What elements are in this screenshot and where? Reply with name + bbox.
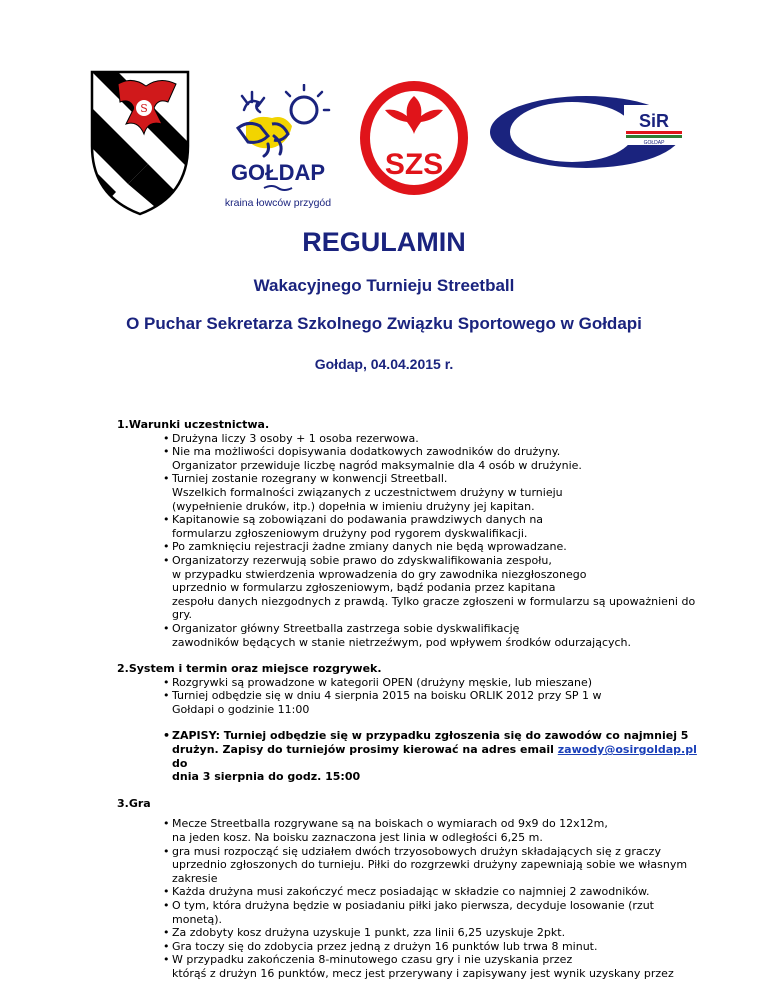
coat-of-arms-logo: [88, 68, 192, 218]
list-item: • Kapitanowie są zobowiązani do podawania prawdziwych danych na formularzu zgłoszeniowym drużyny pod rygorem dyskwalifikacji.: [163, 513, 697, 540]
note-text-after: do dnia 3 sierpnia do godz. 15:00: [172, 756, 361, 784]
spacer: [117, 649, 697, 662]
list-item: • Mecze Streetballa rozgrywane są na boiskach o wymiarach od 9x9 do 12x12m, na jeden kosz. Na boisku zaznaczona jest linia w odległości 6,25 m.: [163, 817, 697, 844]
document-title: REGULAMIN: [302, 227, 466, 257]
osir-logo: [486, 93, 686, 171]
szs-logo: [357, 78, 471, 198]
list-item: • Gra toczy się do zdobycia przez jedną z drużyn 16 punktów lub trwa 8 minut.: [163, 940, 697, 954]
sir-subtext: GOŁDAP: [643, 140, 665, 146]
list-item: • Rozgrywki są prowadzone w kategorii OPEN (drużyny męskie, lub mieszane): [163, 676, 697, 690]
list-item: • Za zdobyty kosz drużyna uzyskuje 1 punkt, zza linii 6,25 uzyskuje 2pkt.: [163, 926, 697, 940]
list-item: • Organizatorzy rezerwują sobie prawo do zdyskwalifikowania zespołu, w przypadku stwierdzenia wprowadzenia do gry zawodnika niezgłoszonego uprzednio w formularzu zgłoszeniowym, bądź podania przez kapitana zespołu danych niezgodnych z prawdą. Tylko gracze zgłoszeni w formularzu są upoważnieni do gry.: [163, 554, 697, 622]
list-item: • Turniej zostanie rozegrany w konwencji Streetball. Wszelkich formalności związanych z uczestnictwem drużyny w turnieju (wypełnienie druków, itp.) dopełnia w imieniu drużyny jej kapitan.: [163, 472, 697, 513]
list-item: • O tym, która drużyna będzie w posiadaniu piłki jako pierwsza, decyduje losowanie (rzut monetą).: [163, 899, 697, 926]
cup-title: O Puchar Sekretarza Szkolnego Związku Sportowego w Gołdapi: [126, 314, 642, 333]
spacer: [117, 716, 697, 729]
document-subtitle: Wakacyjnego Turnieju Streetball: [253, 276, 515, 295]
registration-note: [163, 729, 697, 783]
coat-of-arms-letter: S: [140, 102, 148, 115]
goldap-wordmark: GOŁDAP: [230, 160, 326, 185]
spacer: [117, 810, 697, 817]
list-item: • Po zamknięciu rejestracji żadne zmiany danych nie będą wprowadzane.: [163, 540, 697, 554]
email-link[interactable]: zawody@osirgoldap.pl: [557, 743, 697, 757]
list-item: • Nie ma możliwości dopisywania dodatkowych zawodników do drużyny. Organizator przewiduje liczbę nagród maksymalnie dla 4 osób w drużynie.: [163, 445, 697, 472]
list-item: • W przypadku zakończenia 8-minutowego czasu gry i nie uzyskania przez którąś z drużyn 16 punktów, mecz jest przerywany i zapisywany jest wynik uzyskany przez: [163, 953, 697, 980]
section-3-heading: 3.Gra: [117, 796, 151, 810]
section-3-list: [117, 817, 697, 980]
list-item: • Turniej odbędzie się w dniu 4 sierpnia 2015 na boisku ORLIK 2012 przy SP 1 w Gołdapi o godzinie 11:00: [163, 689, 697, 716]
list-item: • Każda drużyna musi zakończyć mecz posiadając w składzie co najmniej 2 zawodników.: [163, 885, 697, 899]
list-item: • gra musi rozpocząć się udziałem dwóch trzyosobowych drużyn składających się z graczy uprzednio zgłoszonych do turnieju. Piłki do rozgrzewki drużyny zapewniają sobie we własnym zakresie: [163, 845, 697, 886]
spacer: [117, 784, 697, 797]
section-2-heading: 2.System i termin oraz miejsce rozgrywek.: [117, 662, 382, 676]
list-item: • Organizator główny Streetballa zastrzega sobie dyskwalifikację zawodników będących w stanie nietrzeźwym, pod wpływem środków odurzających.: [163, 622, 697, 649]
section-2-list: [117, 676, 697, 717]
goldap-tagline: kraina łowców przygód: [224, 197, 332, 209]
place-date: Gołdap, 04.04.2015 r.: [314, 356, 454, 372]
section-2-note: [117, 729, 697, 783]
goldap-logo: [208, 84, 348, 212]
document-body: [117, 418, 697, 981]
list-item: • Drużyna liczy 3 osoby + 1 osoba rezerwowa.: [163, 432, 697, 446]
logo-strip: [0, 0, 768, 215]
note-text-before: ZAPISY: Turniej odbędzie się w przypadku zgłoszenia się do zawodów co najmniej 5 drużyn. Zapisy do turniejów prosimy kierować na adres email: [172, 729, 689, 757]
section-1-heading: 1.Warunki uczestnictwa.: [117, 418, 270, 431]
szs-wordmark: SZS: [384, 148, 444, 181]
section-1-list: [117, 432, 697, 650]
sir-wordmark: SiR: [638, 111, 670, 131]
